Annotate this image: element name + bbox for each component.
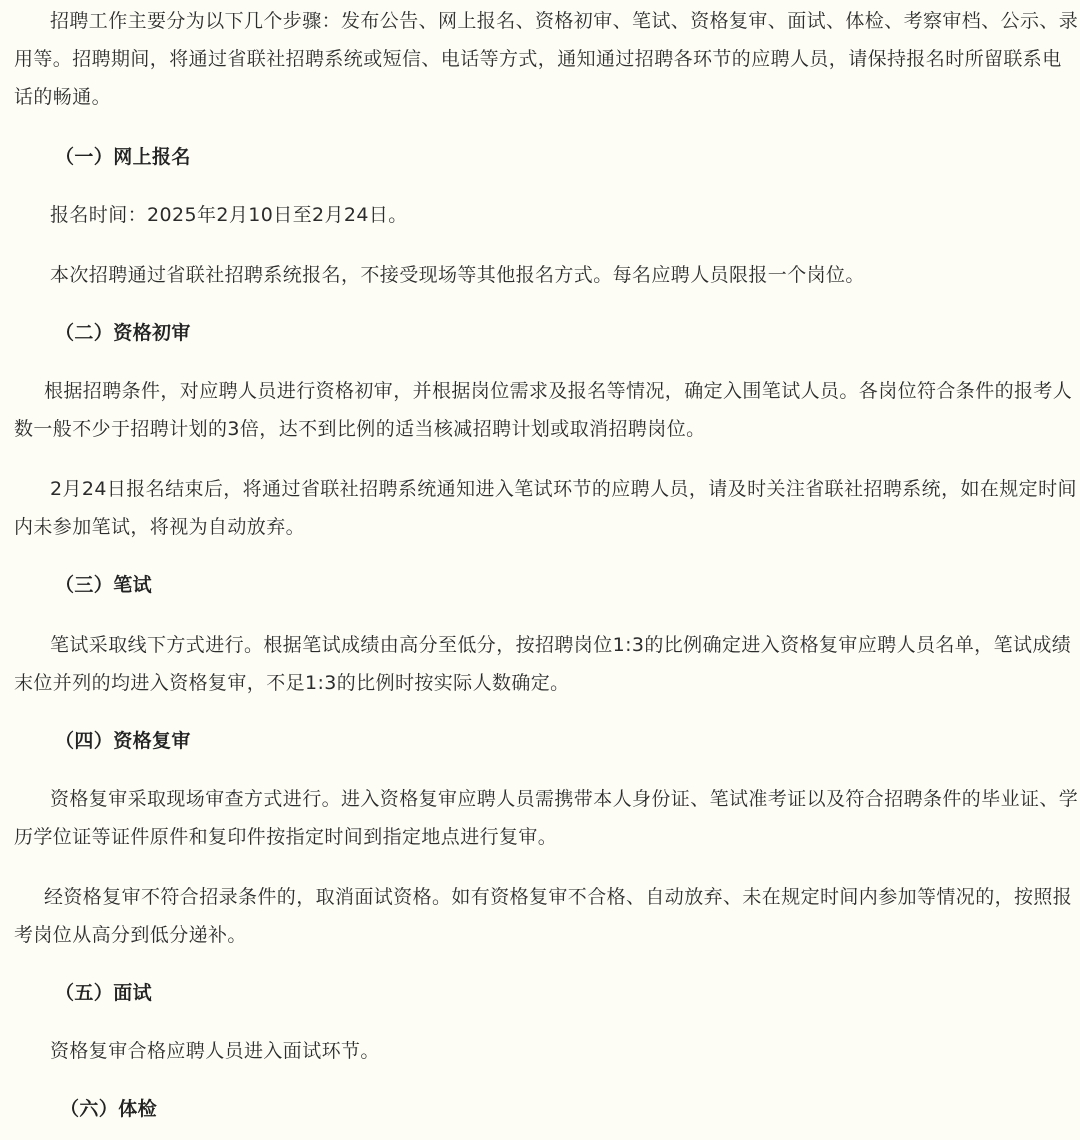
paragraph xyxy=(14,626,1080,702)
paragraph-line: 本次招聘通过省联社招聘系统报名，不接受现场等其他报名方式。每名应聘人员限报一个岗位。 xyxy=(50,264,865,286)
paragraph xyxy=(14,470,1080,546)
section-heading-initial-review: （二）资格初审 xyxy=(55,322,191,344)
paragraph-line: 资格复审采取现场审查方式进行。进入资格复审应聘人员需携带本人身份证、笔试准考证以及符合招聘条件的毕业证、学 xyxy=(50,788,1079,810)
paragraph xyxy=(14,372,1080,448)
paragraph-line: 考岗位从高分到低分递补。 xyxy=(14,924,247,946)
paragraph-line: 话的畅通。 xyxy=(14,86,112,108)
paragraph-line: 根据招聘条件，对应聘人员进行资格初审，并根据岗位需求及报名等情况，确定入围笔试人员。各岗位符合条件的报考人 xyxy=(44,380,1073,402)
paragraph-line: 数一般不少于招聘计划的3倍，达不到比例的适当核减招聘计划或取消招聘岗位。 xyxy=(14,418,706,440)
paragraph-line: 经资格复审不符合招录条件的，取消面试资格。如有资格复审不合格、自动放弃、未在规定时间内参加等情况的，按照报 xyxy=(44,886,1073,908)
section-heading-registration: （一）网上报名 xyxy=(55,146,191,168)
section-heading-interview: （五）面试 xyxy=(55,982,153,1004)
paragraph xyxy=(50,1032,1080,1070)
paragraph xyxy=(50,256,1080,294)
paragraph xyxy=(14,878,1080,954)
section-heading-written-exam: （三）笔试 xyxy=(55,574,153,596)
paragraph-line: 笔试采取线下方式进行。根据笔试成绩由高分至低分，按招聘岗位1:3的比例确定进入资格复审应聘人员名单，笔试成绩 xyxy=(50,634,1072,656)
paragraph-line: 2月24日报名结束后，将通过省联社招聘系统通知进入笔试环节的应聘人员，请及时关注省联社招聘系统，如在规定时间 xyxy=(50,478,1077,500)
paragraph-line: 用等。招聘期间，将通过省联社招聘系统或短信、电话等方式，通知通过招聘各环节的应聘人员，请保持报名时所留联系电 xyxy=(14,48,1062,70)
paragraph-line: 报名时间：2025年2月10日至2月24日。 xyxy=(50,204,408,226)
paragraph xyxy=(50,196,1080,234)
section-heading-medical-exam: （六）体检 xyxy=(60,1098,158,1120)
paragraph xyxy=(14,780,1080,856)
paragraph-line: 资格复审合格应聘人员进入面试环节。 xyxy=(50,1040,380,1062)
paragraph-line: 末位并列的均进入资格复审，不足1:3的比例时按实际人数确定。 xyxy=(14,672,570,694)
section-heading-second-review: （四）资格复审 xyxy=(55,730,191,752)
intro-paragraph xyxy=(14,2,1080,116)
paragraph-line: 历学位证等证件原件和复印件按指定时间到指定地点进行复审。 xyxy=(14,826,558,848)
paragraph-line: 内未参加笔试，将视为自动放弃。 xyxy=(14,516,306,538)
paragraph-line: 招聘工作主要分为以下几个步骤：发布公告、网上报名、资格初审、笔试、资格复审、面试、体检、考察审档、公示、录 xyxy=(50,10,1079,32)
